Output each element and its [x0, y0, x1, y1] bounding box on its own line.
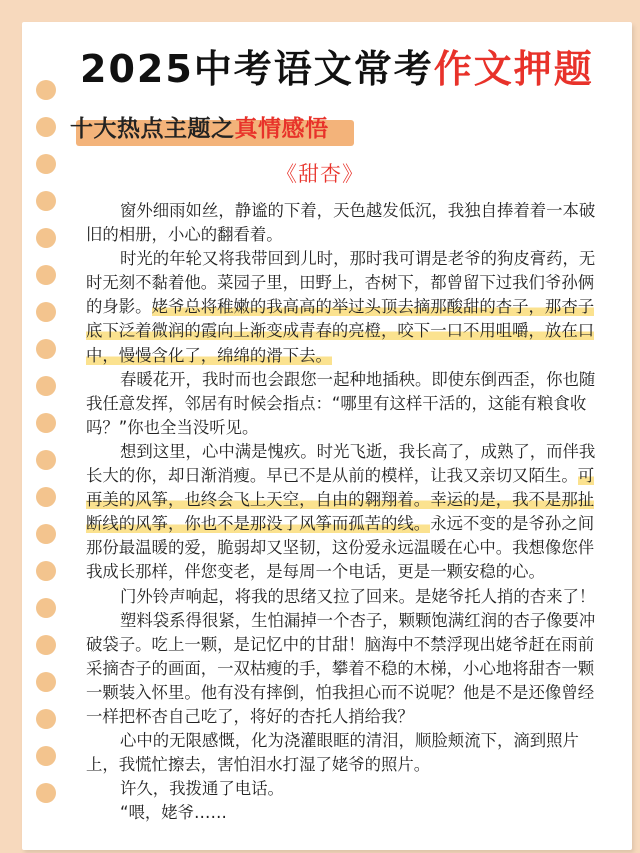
essay-line — [86, 560, 608, 584]
essay-line — [86, 609, 608, 633]
essay-line — [86, 777, 608, 801]
essay-line — [86, 657, 608, 681]
essay-line — [86, 512, 608, 536]
essay-text: 我成长那样，伴您变老，是每周一个电话，更是一颗安稳的心。 — [86, 562, 545, 582]
essay-text: 春暖花开，我时而也会跟您一起种地插秧。即使东倒西歪，你也随 — [120, 369, 596, 389]
essay-text: 的身影。 — [86, 297, 152, 317]
highlighted-text: 中，慢慢含化了，绵绵的滑下去。 — [86, 345, 332, 365]
essay-text: 破袋子。吃上一颗，是记忆中的甘甜！脑海中不禁浮现出姥爷赶在雨前 — [86, 634, 595, 654]
binder-hole — [36, 783, 56, 803]
essay-line — [86, 440, 608, 464]
binder-hole — [36, 117, 56, 137]
binder-hole — [36, 228, 56, 248]
binder-hole — [36, 524, 56, 544]
essay-text: 门外铃声响起，将我的思绪又拉了回来。是姥爷托人捎的杏来了！ — [120, 586, 596, 606]
essay-line — [86, 416, 608, 440]
binder-hole — [36, 635, 56, 655]
essay-text: 窗外细雨如丝，静谧的下着，天色越发低沉，我独自捧着着一本破 — [120, 201, 596, 220]
binder-hole — [36, 265, 56, 285]
binder-hole — [36, 561, 56, 581]
essay-title: 《甜杏》 — [276, 162, 364, 186]
essay-text: 我任意发挥，邻居有时候会指点：“哪里有这样干活的，这能有粮食收 — [86, 393, 587, 413]
essay-text: 吗？”你也全当没听见。 — [86, 417, 259, 437]
essay-line — [86, 729, 608, 753]
essay-text: 塑料袋系得很紧，生怕漏掉一个杏子，颗颗饱满红润的杏子像要冲 — [120, 610, 596, 630]
essay-line — [86, 585, 608, 609]
binder-hole — [36, 672, 56, 692]
binder-hole — [36, 450, 56, 470]
highlighted-text: 断线的风筝，你也不是那没了风筝而孤苦的线。 — [86, 514, 431, 534]
essay-text: 那份最温暖的爱，脆弱却又坚韧，这份爱永远温暖在心中。我想像您伴 — [86, 538, 595, 558]
binder-hole — [36, 598, 56, 618]
binder-hole — [36, 709, 56, 729]
essay-text: 一颗装入怀里。他有没有摔倒，怕我担心而不说呢？他是不是还像曾经 — [86, 682, 595, 702]
subtitle-highlight: 真情感悟 — [234, 116, 329, 142]
binder-hole — [36, 746, 56, 766]
essay-text: 一样把杯杏自己吃了，将好的杏托人捎给我？ — [86, 706, 414, 726]
binder-hole — [36, 376, 56, 396]
highlighted-text: 可 — [577, 466, 595, 486]
binder-hole — [36, 302, 56, 322]
essay-line — [86, 344, 608, 368]
essay-line — [86, 247, 608, 271]
essay-text: 采摘杏子的画面，一双枯瘦的手，攀着不稳的木梯，小心地将甜杏一颗 — [86, 658, 595, 678]
essay-line — [86, 464, 608, 488]
essay-text: 永远不变的是爷孙之间 — [430, 514, 595, 534]
essay-line — [86, 633, 608, 657]
highlighted-text: 姥爷总将稚嫩的我高高的举过头顶去摘那酸甜的杏子，那杏子 — [151, 297, 595, 317]
binder-hole — [36, 339, 56, 359]
essay-line — [86, 295, 608, 319]
binder-hole — [36, 487, 56, 507]
subtitle — [70, 110, 329, 143]
essay-line — [86, 392, 608, 416]
essay-text: 长大的你，却日渐消瘦。早已不是从前的模样，让我又亲切又陌生。 — [86, 466, 578, 486]
essay-text: 想到这里，心中满是愧疚。时光飞逝，我长高了，成熟了，而伴我 — [120, 441, 596, 461]
essay-line — [86, 319, 608, 343]
essay-text: 时无刻不黏着他。菜园子里，田野上，杏树下，都曾留下过我们爷孙俩 — [86, 273, 595, 293]
essay-line — [86, 223, 608, 247]
essay-text: “喂，姥爷…… — [120, 803, 227, 823]
essay-line — [86, 368, 608, 392]
highlighted-text: 再美的风筝，也终会飞上天空，自由的翱翔着。幸运的是，我不是那扯 — [86, 490, 595, 510]
essay-line — [86, 801, 608, 825]
essay-line — [86, 536, 608, 560]
essay-line — [86, 488, 608, 512]
subtitle-main: 十大热点主题之 — [70, 116, 235, 142]
essay-text: 心中的无限感慨，化为浇灌眼眶的清泪，顺脸颊流下，滴到照片 — [120, 731, 579, 751]
page-title — [80, 38, 620, 93]
binder-hole — [36, 80, 56, 100]
binder-hole — [36, 191, 56, 211]
essay-text: 上，我慌忙擦去，害怕泪水打湿了姥爷的照片。 — [86, 755, 431, 775]
page-title-main: 2025中考语文常考 — [80, 47, 434, 91]
essay-line — [86, 681, 608, 705]
subtitle-banner — [70, 110, 329, 143]
essay-line — [86, 753, 608, 777]
essay-text: 许久，我拨通了电话。 — [120, 779, 284, 799]
essay-text: 旧的相册，小心的翻看着。 — [86, 225, 283, 245]
highlighted-text: 底下泛着微润的霞向上渐变成青春的亮橙，咬下一口不用咀嚼，放在口 — [86, 321, 595, 341]
binder-hole — [36, 413, 56, 433]
essay-text: 时光的年轮又将我带回到儿时，那时我可谓是老爷的狗皮膏药，无 — [120, 249, 596, 269]
page-title-highlight: 作文押题 — [433, 47, 594, 91]
essay-body — [86, 199, 608, 825]
essay-line — [86, 705, 608, 729]
essay-line — [86, 271, 608, 295]
essay-line — [86, 199, 608, 223]
